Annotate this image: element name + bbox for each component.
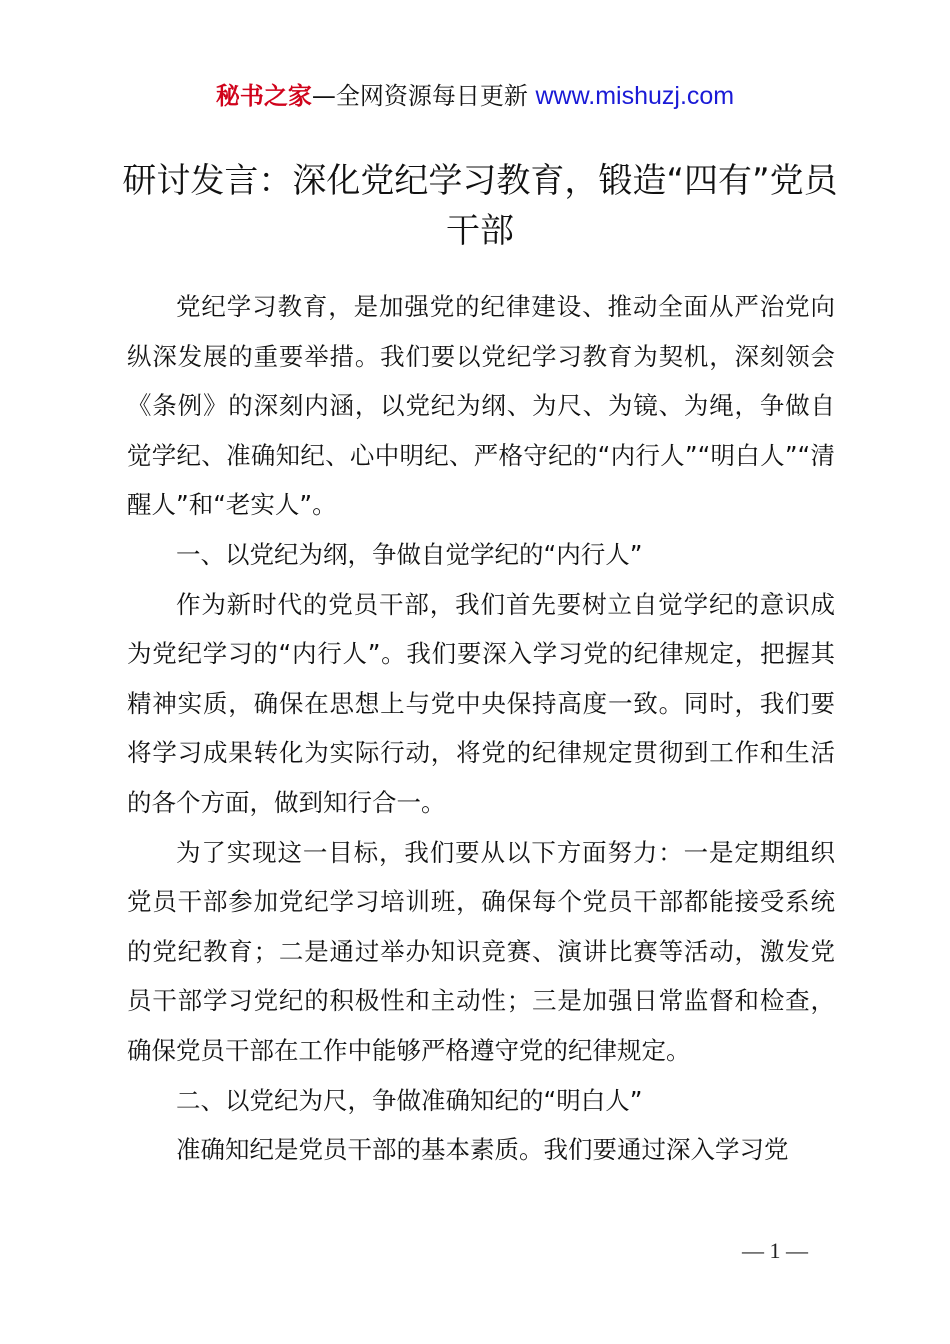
section-heading-2: 二、以党纪为尺，争做准确知纪的“明白人” — [176, 1085, 643, 1115]
document-body — [127, 282, 835, 1175]
document-title: 研讨发言：深化党纪学习教育，锻造“四有”党员干部 — [122, 161, 838, 251]
site-header-banner — [0, 80, 950, 112]
body-paragraph: 作为新时代的党员干部，我们首先要树立自觉学纪的意识成为党纪学习的“内行人”。我们要深入学习党的纪律规定，把握其精神实质，确保在思想上与党中央保持高度一致。同时，我们要将学习成果转化为实际行动，将党的纪律规定贯彻到工作和生活的各个方面，做到知行合一。 — [127, 589, 835, 817]
body-paragraph: 准确知纪是党员干部的基本素质。我们要通过深入学习党 — [176, 1135, 789, 1165]
section-heading-1: 一、以党纪为纲，争做自觉学纪的“内行人” — [176, 539, 643, 569]
page-number: — 1 — — [742, 1238, 808, 1263]
body-paragraph: 为了实现这一目标，我们要从以下方面努力：一是定期组织党员干部参加党纪学习培训班，确保每个党员干部都能接受系统的党纪教育；二是通过举办知识竞赛、演讲比赛等活动，激发党员干部学习党纪的积极性和主动性；三是加强日常监督和检查，确保党员干部在工作中能够严格遵守党的纪律规定。 — [127, 837, 835, 1065]
site-url-link[interactable]: www.mishuzj.com — [535, 82, 735, 110]
site-brand-name: 秘书之家 — [215, 82, 312, 110]
body-paragraph-intro: 党纪学习教育，是加强党的纪律建设、推动全面从严治党向纵深发展的重要举措。我们要以党纪学习教育为契机，深刻领会《条例》的深刻内涵，以党纪为纲、为尺、为镜、为绳，争做自觉学纪、准确知纪、心中明纪、严格守纪的“内行人”“明白人”“清醒人”和“老实人”。 — [127, 292, 835, 520]
site-slogan: —全网资源每日更新 — [311, 82, 536, 110]
